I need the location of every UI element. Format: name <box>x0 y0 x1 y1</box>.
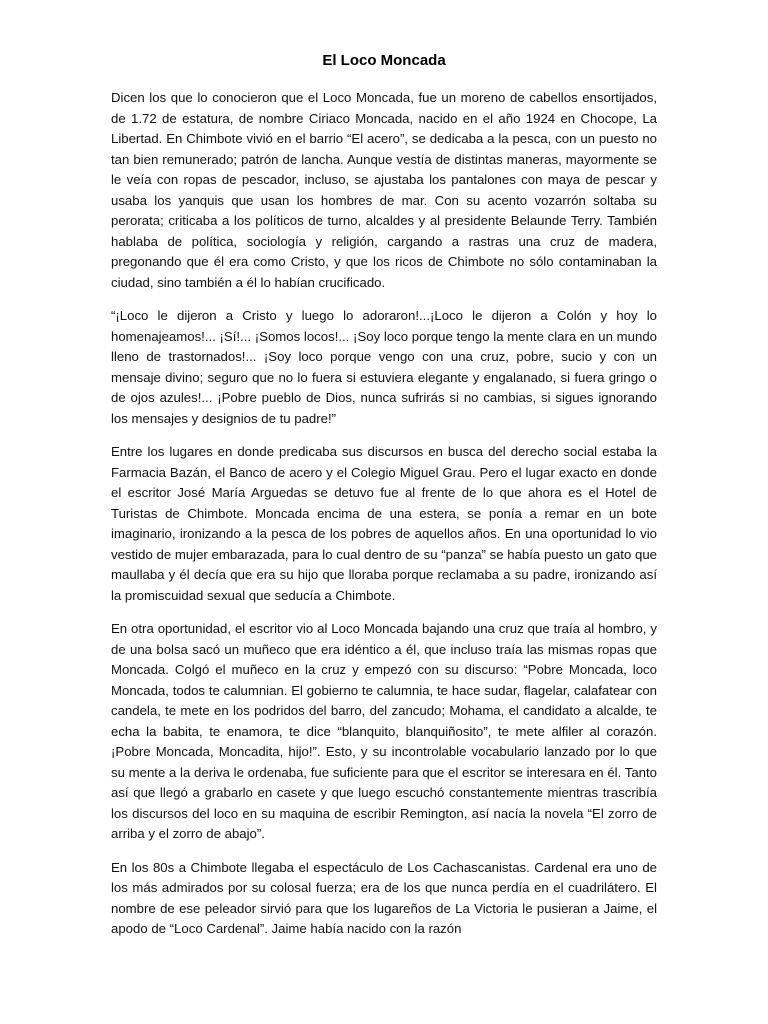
paragraph: En otra oportunidad, el escritor vio al Loco Moncada bajando una cruz que traía al hombro, y de una bolsa sacó un muñeco que era idéntico a él, que incluso traía las mismas ropas que Moncada. Colgó el muñeco en la cruz y empezó con su discurso: “Pobre Moncada, loco Moncada, todos te calumnian. El gobierno te calumnia, te hace sudar, flagelar, calafatear con candela, te mete en los podridos del barro, del zancudo; Mohama, el candidato a alcalde, te echa la babita, te enamora, te dice “blanquito, blanquiñosito”, te mete alfiler al corazón. ¡Pobre Moncada, Moncadita, hijo!”. Esto, y su incontrolable vocabulario lanzado por lo que su mente a la deriva le ordenaba, fue suficiente para que el escritor se interesara en él. Tanto así que llegó a grabarlo en casete y que luego escuchó constantemente mientras trascribía los discursos del loco en su maquina de escribir Remington, así nacía la novela “El zorro de arriba y el zorro de abajo”. <box>111 621 657 841</box>
paragraph: “¡Loco le dijeron a Cristo y luego lo adoraron!...¡Loco le dijeron a Colón y hoy lo homenajeamos!... ¡Sí!... ¡Somos locos!... ¡Soy loco porque tengo la mente clara en un mundo lleno de trastornados!... ¡Soy loco porque vengo con una cruz, pobre, sucio y con un mensaje divino; seguro que no lo fuera si estuviera elegante y engalanado, si fuera gringo o de ojos azules!... ¡Pobre pueblo de Dios, nunca sufrirás si no cambias, si sigues ignorando los mensajes y designios de tu padre!” <box>111 308 657 426</box>
paragraph: En los 80s a Chimbote llegaba el espectáculo de Los Cachascanistas. Cardenal era uno de los más admirados por su colosal fuerza; era de los que nunca perdía en el cuadrilátero. El nombre de ese peleador sirvió para que los lugareños de La Victoria le pusieran a Jaime, el apodo de “Loco Cardenal”. Jaime había nacido con la razón <box>111 859 657 936</box>
paragraph: Entre los lugares en donde predicaba sus discursos en busca del derecho social estaba la Farmacia Bazán, el Banco de acero y el Colegio Miguel Grau. Pero el lugar exacto en donde el escritor José María Arguedas se detuvo fue al frente de lo que ahora es el Hotel de Turistas de Chimbote. Moncada encima de una estera, se ponía a remar en un bote imaginario, ironizando a la pesca de los pobres de aquellos años. En una oportunidad lo vio vestido de mujer embarazada, para lo cual dentro de su “panza” se había puesto un gato que maullaba y él decía que era su hijo que lloraba porque reclamaba a su padre, ironizando así la promiscuidad sexual que seducía a Chimbote. <box>111 444 657 603</box>
document-body <box>111 88 657 953</box>
document-title: El Loco Moncada <box>322 52 446 69</box>
paragraph: Dicen los que lo conocieron que el Loco Moncada, fue un moreno de cabellos ensortijados, de 1.72 de estatura, de nombre Ciriaco Moncada, nacido en el año 1924 en Chocope, La Libertad. En Chimbote vivió en el barrio “El acero”, se dedicaba a la pesca, con un puesto no tan bien remunerado; patrón de lancha. Aunque vestía de distintas maneras, mayormente se le veía con ropas de pescador, incluso, se ajustaba los pantalones con maya de pescar y usaba los yanquis que usan los hombres de mar. Con su acento vozarrón soltaba su perorata; criticaba a los políticos de turno, alcaldes y al presidente Belaunde Terry. También hablaba de política, sociología y religión, cargando a rastras una cruz de madera, pregonando que él era como Cristo, y que los ricos de Chimbote no sólo contaminaban la ciudad, sino también a él lo habían crucificado. <box>111 90 657 290</box>
